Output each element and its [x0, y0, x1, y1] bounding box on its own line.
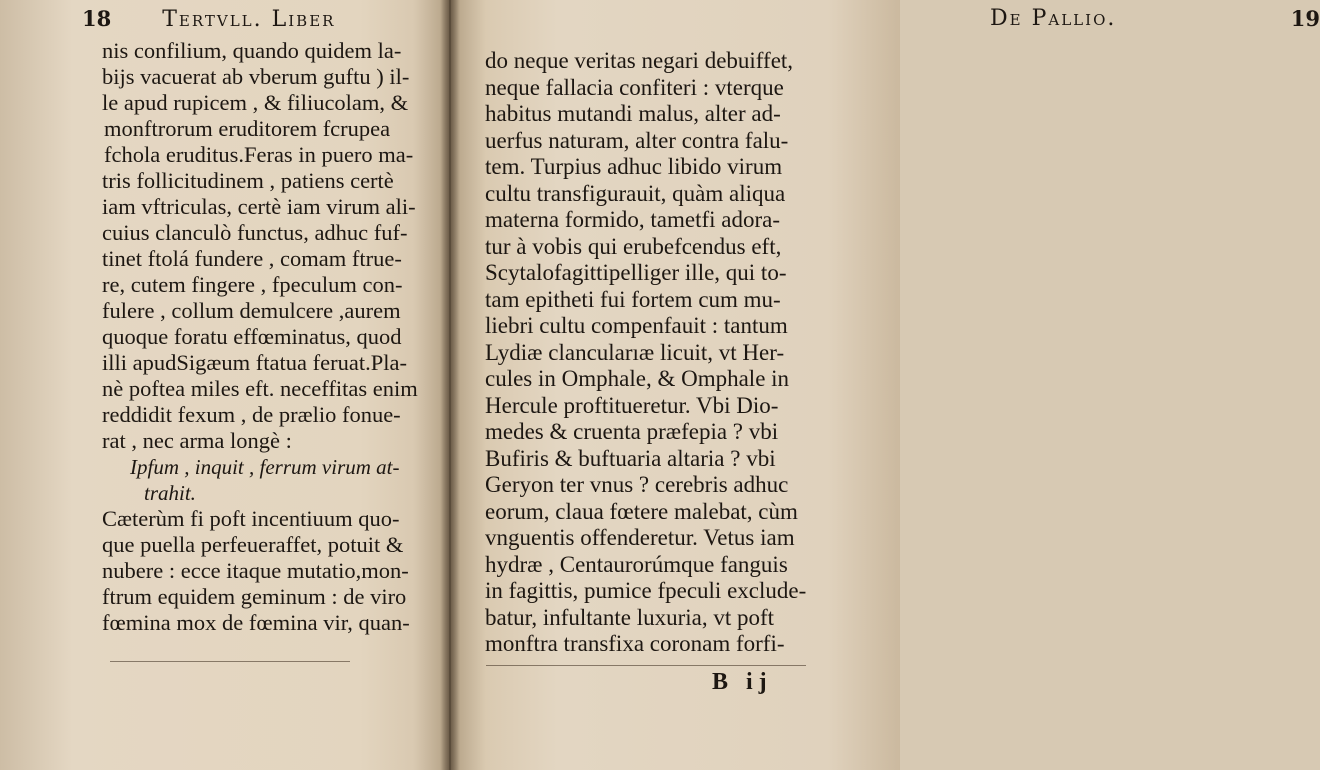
text-line: tinet ftolá fundere , comam ftrue-: [102, 246, 402, 271]
text-line: habitus mutandi malus, alter ad-: [485, 101, 781, 126]
text-line: liebri cultu compenfauit : tantum: [485, 313, 788, 338]
text-line: fulere , collum demulcere ,aurem: [102, 298, 401, 323]
text-line: bijs vacuerat ab vberum guftu ) il-: [102, 64, 410, 89]
text-line: tris follicitudinem , patiens certè: [102, 168, 394, 193]
text-line: iam vftriculas, certè iam virum ali-: [102, 194, 416, 219]
right-bottom-rule: [486, 665, 806, 666]
text-line: nubere : ecce itaque mutatio,mon-: [102, 558, 409, 583]
left-folio: 18: [82, 6, 112, 31]
text-line: cules in Omphale, & Omphale in: [485, 366, 790, 391]
text-line: Hercule proftitueretur. Vbi Dio-: [485, 392, 779, 418]
text-line: Lydiæ clancularıæ licuit, vt Her-: [485, 339, 785, 365]
text-line: monftra transfixa coronam forfi-: [485, 631, 785, 656]
text-line: medes & cruenta præfepia ? vbi: [485, 419, 779, 444]
text-line: monftrorum eruditorem fcrupea: [104, 116, 391, 141]
text-line: in fagittis, pumice fpeculi exclude-: [485, 578, 807, 603]
text-line: reddidit fexum , de prælio fonue-: [102, 402, 401, 427]
left-title: Tertvll. Liber: [162, 7, 336, 32]
text-line: cultu transfigurauit, quàm aliqua: [485, 180, 786, 206]
left-running-head: [82, 6, 335, 32]
text-line: batur, infultante luxuria, vt poft: [485, 604, 775, 630]
text-line: Cæterùm fi poft incentiuum quo-: [102, 506, 400, 531]
text-line: uerfus naturam, alter contra falu-: [485, 127, 789, 153]
right-folio: 19: [1290, 6, 1320, 31]
text-line: hydræ , Centaurorúmque fanguis: [485, 551, 788, 577]
signature-mark: B ij: [712, 669, 773, 695]
text-line: re, cutem fingere , fpeculum con-: [102, 272, 403, 297]
text-line: eorum, claua fœtere malebat, cùm: [485, 498, 798, 524]
text-line: fchola eruditus.Feras in puero ma-: [104, 142, 414, 167]
text-line: vnguentis offenderetur. Vetus iam: [485, 525, 795, 550]
text-line: Bufiris & buftuaria altaria ? vbi: [485, 445, 776, 471]
text-line: tur à vobis qui erubefcendus eft,: [485, 233, 782, 259]
text-line: Scytalofagittipelliger ille, qui to-: [485, 260, 787, 285]
text-line: fœmina mox de fœmina vir, quan-: [102, 610, 410, 635]
text-line: illi apudSigæum ftatua feruat.Pla-: [102, 350, 407, 375]
left-bottom-rule: [110, 661, 350, 662]
text-line: quoque foratu effœminatus, quod: [102, 324, 402, 349]
text-line: cuius clanculò functus, adhuc fuf-: [102, 220, 408, 245]
right-title: De Pallio.: [990, 6, 1117, 31]
left-page: [0, 0, 448, 770]
text-line: nis confilium, quando quidem la-: [102, 38, 402, 63]
right-text-block: [485, 48, 806, 658]
text-line: ftrum equidem geminum : de viro: [102, 584, 407, 609]
right-running-head: [990, 6, 1320, 31]
quote-line: Ipfum , inquit , ferrum virum at-: [130, 455, 400, 479]
text-line: do neque veritas negari debuiffet,: [485, 48, 794, 73]
text-line: nè poftea miles eft. neceffitas enim: [102, 376, 418, 401]
text-line: materna formido, tametfi adora-: [485, 207, 781, 232]
text-line: tem. Turpius adhuc libido virum: [485, 154, 783, 179]
text-line: Geryon ter vnus ? cerebris adhuc: [485, 472, 789, 497]
text-line: rat , nec arma longè :: [102, 428, 292, 453]
left-text-block: [102, 38, 418, 636]
text-line: tam epitheti fui fortem cum mu-: [485, 286, 781, 312]
text-line: neque fallacia confiteri : vterque: [485, 74, 784, 100]
text-line: que puella perfeueraffet, potuit &: [102, 532, 404, 557]
quote-line: trahit.: [144, 481, 196, 505]
text-line: le apud rupicem , & filiucolam, &: [102, 90, 409, 115]
